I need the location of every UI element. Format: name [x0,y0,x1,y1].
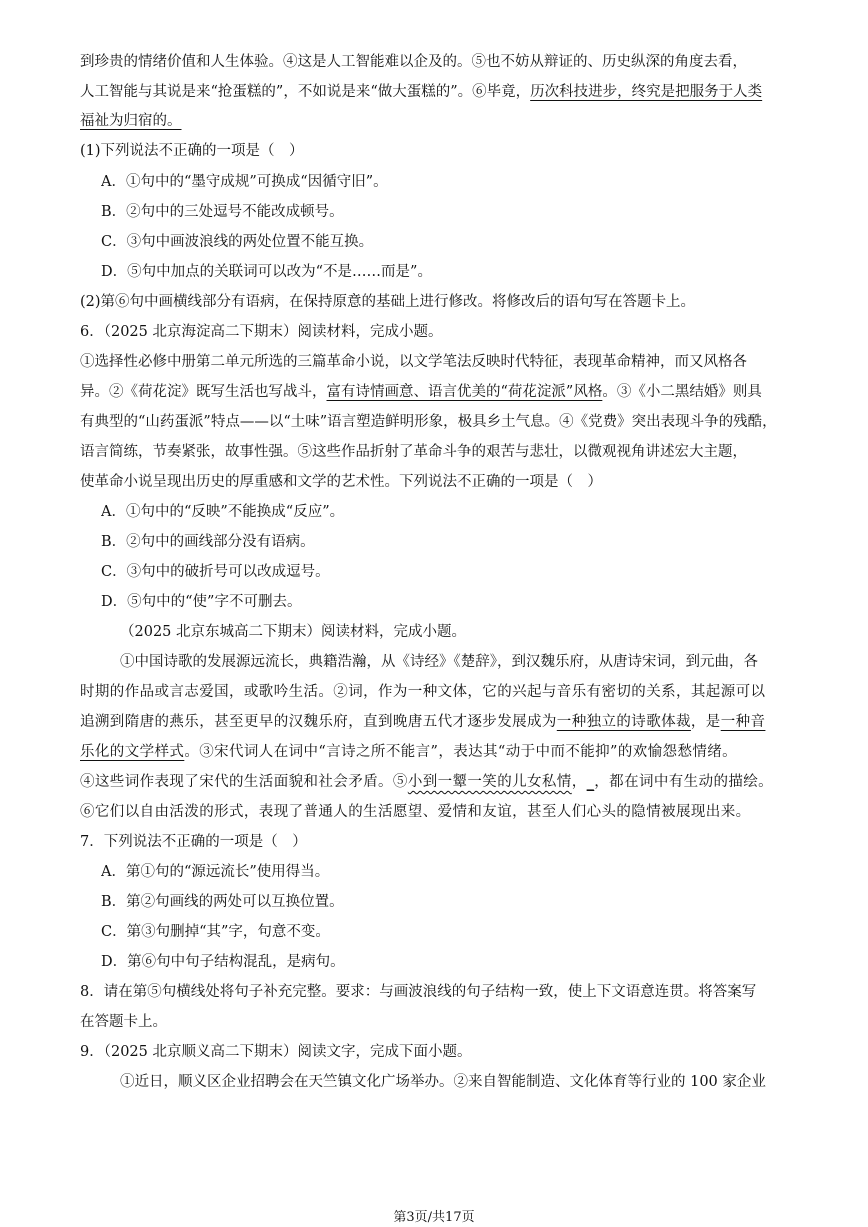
option-line [101,227,790,257]
text-line [80,827,790,857]
text-span: A．①句中的“反映”不能换成“反应”。 [101,504,345,520]
text-line [80,377,790,407]
text-line [80,407,790,437]
option-line [101,857,790,887]
option-line [101,947,790,977]
underlined-text: 历次科技进步，终究是把服务于人类 [530,84,763,100]
text-span: D．第⑥句中句子结构混乱，是病句。 [101,954,345,970]
indented-paragraph-line [120,617,790,647]
text-line [80,437,790,467]
page-footer: 第3页/共17页 [393,1210,475,1225]
option-line [101,587,790,617]
underlined-text: 一种音 [720,714,766,730]
text-line [80,797,790,827]
text-span: ，都在词中有生动的描绘。 [594,774,774,790]
text-span: ， [571,774,587,790]
text-span: 6．（2025 北京海淀高二下期末）阅读材料，完成小题。 [80,324,443,340]
text-span: 。③宋代词人在词中“言诗之所不能言”，表达其“动于中而不能抑”的欢愉怨愁情绪。 [184,744,738,760]
indented-paragraph-line [120,647,790,677]
text-span: 说是来“做大蛋糕的”。⑥毕竟， [326,84,531,100]
text-span: 人工智能与其说是来“抢蛋糕的”， [80,84,298,100]
text-span: ①近日，顺义区企业招聘会在天竺镇文化广场举办。②来自智能制造、文化体育等行业的 100 家企业 [120,1074,766,1090]
emphasis-dot-char: 正 [471,474,486,490]
text-span: ，是 [690,714,721,730]
text-span: 7．下列说法 [80,834,162,850]
text-span: C．第③句删掉“其”字，句意不变。 [101,924,330,940]
text-line [80,136,790,166]
emphasis-dot-char: 如 [312,84,327,100]
indented-paragraph-line [120,1067,790,1097]
underlined-text: 乐化的文学样式 [80,744,185,760]
emphasis-dot-char: 不 [158,143,174,159]
option-line [101,257,790,287]
text-span: D．⑤句中加点的关联词可以改为“不是……而是”。 [101,264,432,280]
text-span: 异。②《荷花淀》既写生活也写战斗， [80,384,327,400]
emphasis-dot-char: 不 [457,474,472,490]
text-span: ①中国诗歌的发展源远流长，典籍浩瀚，从《诗经》《楚辞》，到汉魏乐府，从唐诗宋词，到元曲，各 [120,654,758,670]
text-span: B．②句中的三处逗号不能改成顿号。 [101,204,344,220]
text-line [80,47,790,77]
text-span: 使革命小说呈现出历史的厚重感和文学的艺术性。下列说法 [80,474,457,490]
text-span: 在答题卡上。 [80,1014,167,1030]
emphasis-dot-char: 不 [161,834,177,850]
option-line [101,167,790,197]
option-line [101,917,790,947]
text-line [80,1037,790,1067]
text-line [80,317,790,347]
text-span: （2025 北京东城高二下期末）阅读材料，完成小题。 [120,624,467,640]
wavy-underlined-text: 小到一颦一笑的儿女私情 [407,774,572,790]
underlined-text: 富有诗情画意、语言优美的“荷花淀派”风格 [326,384,603,400]
text-line [80,737,790,767]
text-line [80,1007,790,1037]
underlined-text: _ [586,774,595,790]
emphasis-dot-char: 正 [173,143,188,159]
text-span: 确的一项是（ ） [486,474,602,490]
text-span: 到珍贵的情绪价值和人生体验。④这是人工智能难以企及的。⑤也不妨从辩证的、历史纵深的角度去看， [80,54,747,70]
text-line [80,106,790,136]
underlined-text: 福祉为归宿的。 [80,113,182,129]
option-line [101,887,790,917]
text-line [80,977,790,1007]
text-span: ①选择性必修中册第二单元所选的三篇革命小说，以文学笔法反映时代特征，表现革命精神，而又风格各 [80,354,747,370]
emphasis-dot-char: 不 [297,84,313,100]
text-span: 时期的作品或言志爱国，或歌吟生活。②词，作为一种文体，它的兴起与音乐有密切的关系，其起源可以 [80,684,766,700]
text-line [80,467,790,497]
text-line [80,707,790,737]
text-span: A．第①句的“源远流长”使用得当。 [101,864,330,880]
text-span: C．③句中画波浪线的两处位置不能互换。 [101,234,374,250]
text-span: 9．（2025 北京顺义高二下期末）阅读文字，完成下面小题。 [80,1044,472,1060]
text-line [80,287,790,317]
option-line [101,527,790,557]
text-span: 确的一项是（ ） [190,834,307,850]
text-span: 8．请在第⑤句横线处将句子补充完整。要求：与画波浪线的句子结构一致，使上下文语意连贯。将答案写 [80,984,757,1000]
underlined-text: 一种独立的诗歌体裁 [556,714,691,730]
text-line [80,677,790,707]
text-span: 有典型的“山药蛋派”特点——以“土味”语言塑造鲜明形象，极具乡土气息。④《党费》突出表现斗争的残酷， [80,414,777,430]
text-line [80,77,790,107]
text-span: D．⑤句中的“使”字不可删去。 [101,594,302,610]
text-span: 。③《小二黑结婚》则具 [602,384,762,400]
text-span: B．第②句画线的两处可以互换位置。 [101,894,344,910]
text-line [80,347,790,377]
text-span: 确的一项是（ ） [187,143,304,159]
text-span: A．①句中的“墨守成规”可换成“因循守旧”。 [101,174,388,190]
text-span: 追溯到隋唐的燕乐，甚至更早的汉魏乐府，直到晚唐五代才逐步发展成为 [80,714,557,730]
text-line [80,767,790,797]
text-span: ④这些词作表现了宋代的生活面貌和社会矛盾。⑤ [80,774,408,790]
text-span: 语言简练，节奏紧张，故事性强。⑤这些作品折射了革命斗争的艰苦与悲壮，以微观视角讲述宏大主题， [80,444,747,460]
emphasis-dot-char: 正 [176,834,191,850]
text-span: B．②句中的画线部分没有语病。 [101,534,315,550]
text-span: C．③句中的破折号可以改成逗号。 [101,564,330,580]
option-line [101,497,790,527]
text-span: (1)下列说法 [80,143,159,159]
text-span: (2)第⑥句中画横线部分有语病，在保持原意的基础上进行修改。将修改后的语句写在答题卡上。 [80,294,696,310]
option-line [101,557,790,587]
option-line [101,197,790,227]
text-span: ⑥它们以自由活泼的形式，表现了普通人的生活愿望、爱情和友谊，甚至人们心头的隐情被展现出来。 [80,804,751,820]
